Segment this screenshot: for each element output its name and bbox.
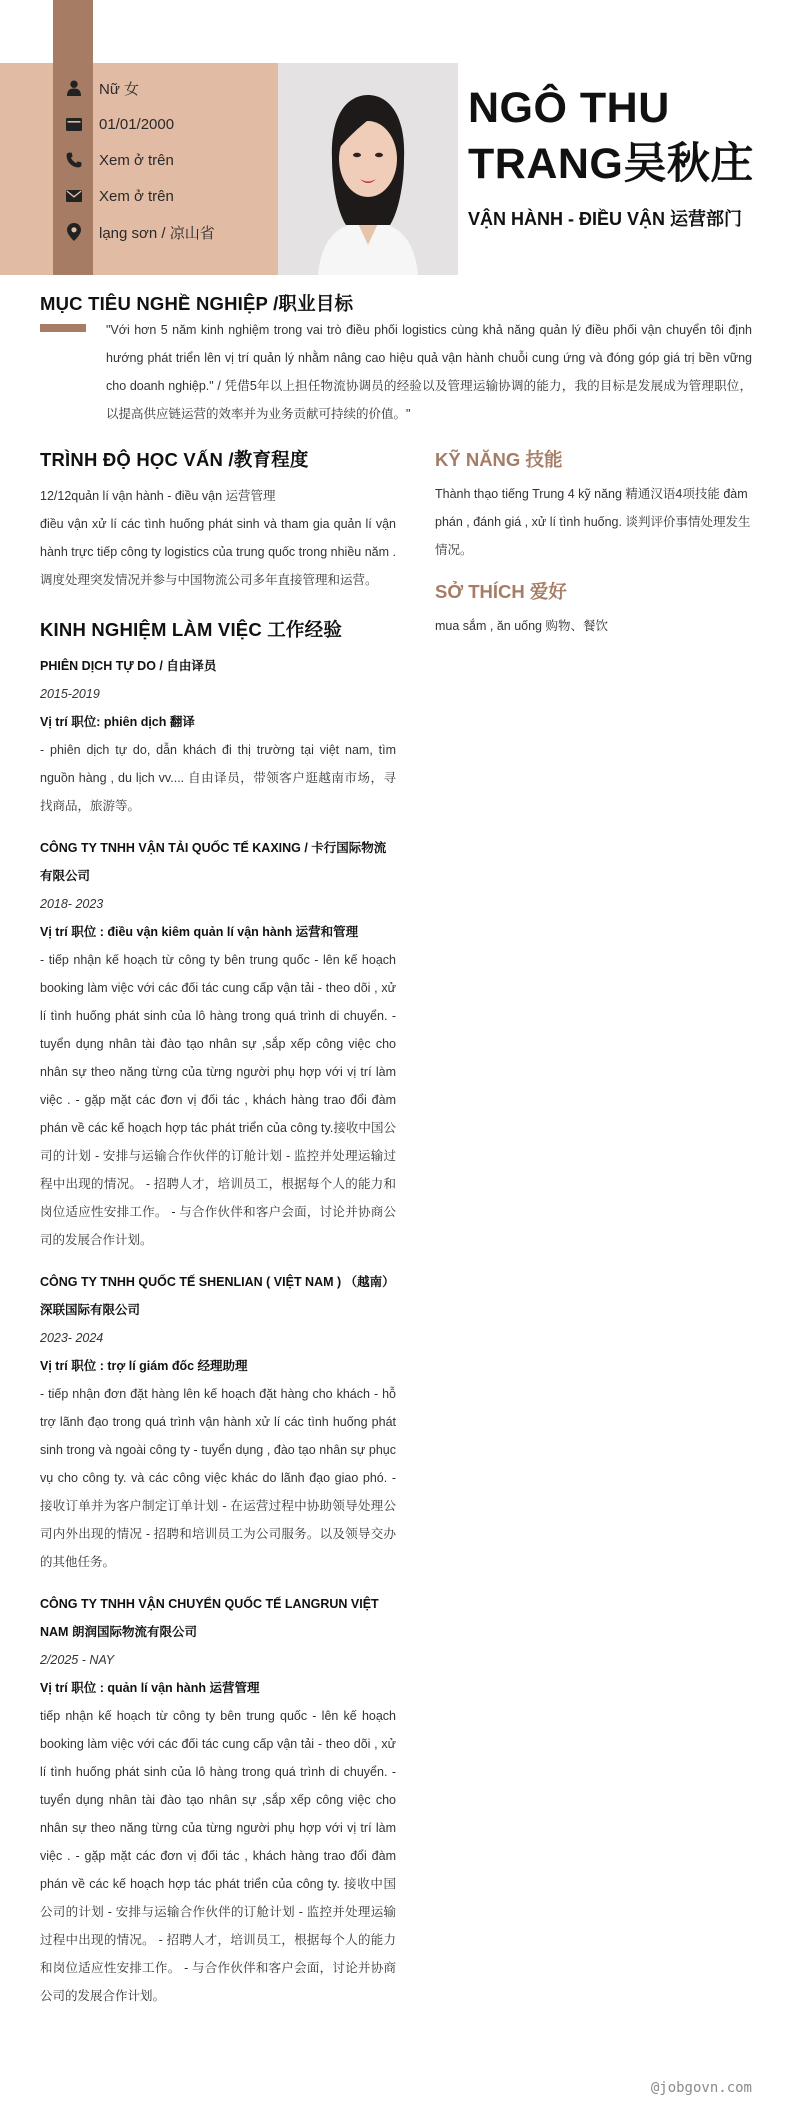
job-entry [40, 1268, 396, 1576]
contact-birthday [60, 106, 280, 142]
contact-email-text: Xem ở trên [99, 187, 174, 205]
id-card-icon [60, 110, 88, 138]
education-description: điều vận xử lí các tình huống phát sinh và tham gia quản lí vận hành trực tiếp công ty logistics của trung quốc trong nhiều năm .调度处理突发情况并参与中国物流公司多年直接管理和运营。 [40, 517, 396, 587]
objective-accent-bar [40, 324, 86, 332]
job-company: CÔNG TY TNHH QUỐC TẾ SHENLIAN ( VIỆT NAM ) （越南）深联国际有限公司 [40, 1275, 395, 1317]
person-icon [60, 74, 88, 102]
candidate-role: VẬN HÀNH - ĐIỀU VẬN 运营部门 [468, 209, 743, 229]
job-company: PHIÊN DỊCH TỰ DO / 自由译员 [40, 659, 217, 673]
hobbies-heading: SỞ THÍCH 爱好 [435, 581, 567, 602]
job-description: - tiếp nhận đơn đặt hàng lên kế hoạch đặt hàng cho khách - hỗ trợ lãnh đạo trong quá trình vận hành xử lí các tình huống phát sinh trong và ngoài công ty - tuyển dụng , đào tạo nhân sự phục vụ cho công ty. và các công việc khác do lãnh đạo giao phó. - 接收订单并为客户制定订单计划 - 在运营过程中协助领导处理公司内外出现的情况 - 招聘和培训员工为公司服务。以及领导交办的其他任务。 [40, 1387, 396, 1569]
objective-text: "Với hơn 5 năm kinh nghiệm trong vai trò điều phối logistics cùng khả năng quản lý điều phối vận chuyển tôi định hướng phát triển lên vị trí quản lý nhằm nâng cao hiệu quả vận hành chuỗi cung ứng và đóng góp giá trị bền vững cho doanh nghiệp." / 凭借5年以上担任物流协调员的经验以及管理运输协调的能力，我的目标是发展成为管理职位，以提高供应链运营的效率并为业务贡献可持续的价值。" [106, 323, 752, 421]
objective-heading: MỤC TIÊU NGHỀ NGHIỆP /职业目标 [40, 293, 354, 314]
contact-phone [60, 142, 280, 178]
skills-section [435, 446, 755, 564]
job-description: - tiếp nhận kế hoạch từ công ty bên trung quốc - lên kế hoạch booking làm việc với các đối tác cung cấp vận tải - theo dõi , xử lí tình huống phát sinh của lô hàng trong quá trình di chuyển. - tuyển dụng nhân tài đào tạo nhân sự ,sắp xếp công việc cho nhân sự theo năng từng của từng người phụ hợp với vị trí làm việc . - gặp mặt các đơn vị đối tác , khách hàng trao đổi đàm phán về các kế hoạch hợp tác phát triển của công ty.接收中国公司的计划 - 安排与运输合作伙伴的订舱计划 - 监控并处理运输过程中出现的情况。 - 招聘人才，培训员工，根据每个人的能力和岗位适应性安排工作。 - 与合作伙伴和客户会面，讨论并协商公司的发展合作计划。 [40, 953, 396, 1247]
contact-birthday-text: 01/01/2000 [99, 115, 175, 133]
job-position: Vị trí 职位 : quản lí vận hành 运营管理 [40, 1681, 260, 1695]
job-position: Vị trí 职位 : điều vận kiêm quản lí vận hành 运营和管理 [40, 925, 359, 939]
contact-phone-text: Xem ở trên [99, 151, 174, 169]
skills-text: Thành thạo tiếng Trung 4 kỹ năng 精通汉语4项技能 đàm phán , đánh giá , xử lí tình huống. 谈判评价事情处理发生情况。 [435, 487, 751, 557]
job-description: - phiên dịch tự do, dẫn khách đi thị trường tại việt nam, tìm nguồn hàng , du lịch vv.... 自由译员，带领客户逛越南市场，寻找商品，旅游等。 [40, 743, 396, 813]
job-position: Vị trí 职位: phiên dịch 翻译 [40, 715, 195, 729]
location-pin-icon [60, 218, 88, 246]
contact-gender-text: Nữ 女 [99, 80, 140, 98]
job-entry [40, 1590, 396, 2010]
envelope-icon [60, 182, 88, 210]
right-column [435, 446, 755, 654]
candidate-name: NGÔ THU TRANG吴秋庄 [468, 84, 754, 188]
education-heading: TRÌNH ĐỘ HỌC VẤN /教育程度 [40, 449, 309, 470]
job-description: tiếp nhận kế hoạch từ công ty bên trung quốc - lên kế hoạch booking làm việc với các đối tác cung cấp vận tải - theo dõi , xử lí tình huống phát sinh của lô hàng trong quá trình di chuyển. - tuyển dụng nhân tài đào tạo nhân sự ,sắp xếp công việc cho nhân sự theo năng từng của từng người phụ hợp với vị trí làm việc . - gặp mặt các đơn vị đối tác , khách hàng trao đổi đàm phán về các kế hoạch hợp tác phát triển của công ty. 接收中国公司的计划 - 安排与运输合作伙伴的订舱计划 - 监控并处理运输过程中出现的情况。 - 招聘人才，培训员工，根据每个人的能力和岗位适应性安排工作。 - 与合作伙伴和客户会面，讨论并协商公司的发展合作计划。 [40, 1709, 396, 2003]
contact-list [60, 70, 280, 250]
job-entry [40, 652, 396, 820]
phone-icon [60, 146, 88, 174]
job-company: CÔNG TY TNHH VẬN CHUYỂN QUỐC TẾ LANGRUN VIỆT NAM 朗润国际物流有限公司 [40, 1597, 379, 1639]
contact-location [60, 214, 280, 250]
job-period: 2015-2019 [40, 687, 100, 701]
watermark: @jobgovn.com [650, 2080, 752, 2096]
education-degree: 12/12quản lí vận hành - điều vận 运营管理 [40, 489, 276, 503]
profile-photo [278, 63, 458, 275]
section-spacer [40, 594, 396, 616]
hobbies-section [435, 578, 755, 640]
job-period: 2018- 2023 [40, 897, 104, 911]
skills-heading: KỸ NĂNG 技能 [435, 449, 563, 470]
job-period: 2023- 2024 [40, 1331, 104, 1345]
contact-gender [60, 70, 280, 106]
job-period: 2/2025 - NAY [40, 1653, 115, 1667]
contact-location-text: lạng sơn / 凉山省 [99, 224, 215, 242]
experience-heading: KINH NGHIỆM LÀM VIỆC 工作经验 [40, 619, 343, 640]
hobbies-text: mua sắm , ăn uống 购物、餐饮 [435, 619, 608, 633]
left-column [40, 446, 396, 2024]
job-position: Vị trí 职位 : trợ lí giám đốc 经理助理 [40, 1359, 248, 1373]
job-entry [40, 834, 396, 1254]
job-company: CÔNG TY TNHH VẬN TẢI QUỐC TẾ KAXING / 卡行国际物流有限公司 [40, 841, 387, 883]
contact-email [60, 178, 280, 214]
